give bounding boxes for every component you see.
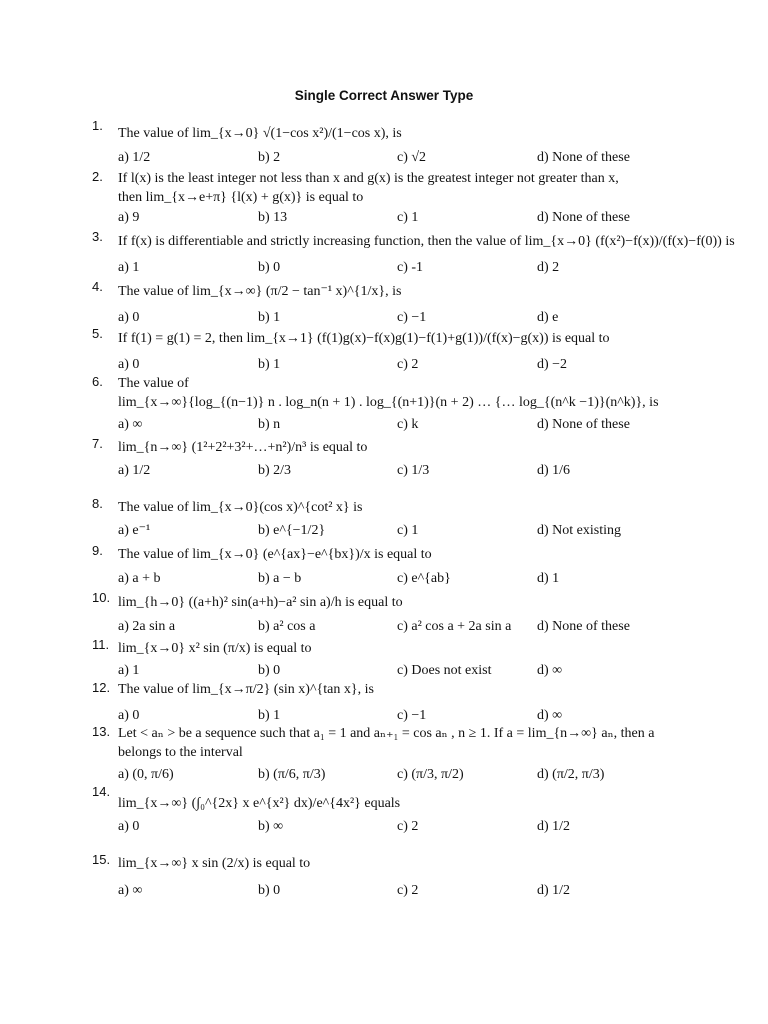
question-number: 14.: [92, 784, 111, 799]
option-a: a) 0: [118, 708, 140, 723]
option-a: a) 0: [118, 819, 140, 834]
question-stem-line: lim_{x→∞} (∫₀^{2x} x e^{x²} dx)/e^{4x²} equals: [118, 796, 401, 811]
option-b: b) 13: [258, 210, 288, 225]
question-number: 10.: [92, 590, 111, 605]
option-b: b) a² cos a: [258, 619, 316, 634]
page-title: Single Correct Answer Type: [294, 88, 474, 103]
question-number: 2.: [92, 169, 103, 184]
question-stem-line: If l(x) is the least integer not less than x and g(x) is the greatest integer not greater than x,: [118, 171, 619, 186]
option-d: d) 1/2: [537, 819, 571, 834]
question-number: 6.: [92, 374, 103, 389]
option-b: b) a − b: [258, 571, 302, 586]
question-number: 9.: [92, 543, 103, 558]
question-stem-line: The value of: [118, 376, 189, 391]
question-stem: [118, 438, 678, 457]
option-d: d) ∞: [537, 663, 563, 678]
option-c: c) 1: [397, 210, 419, 225]
question-number: 8.: [92, 496, 103, 511]
option-c: c) 2: [397, 883, 419, 898]
option-c: c) 1/3: [397, 463, 430, 478]
option-c: c) −1: [397, 310, 427, 325]
question-stem-line: lim_{x→∞} x sin (2/x) is equal to: [118, 856, 311, 871]
option-c: c) Does not exist: [397, 663, 492, 678]
option-a: a) 9: [118, 210, 140, 225]
question-stem-line: The value of lim_{x→0} (e^{ax}−e^{bx})/x is equal to: [118, 547, 432, 562]
question-stem: [118, 329, 678, 348]
question-number: 5.: [92, 326, 103, 341]
option-d: d) 1/6: [537, 463, 571, 478]
question-number: 3.: [92, 229, 103, 244]
option-c: c) −1: [397, 708, 427, 723]
option-a: a) 1: [118, 663, 140, 678]
question-stem-line: then lim_{x→e+π} {l(x) + g(x)} is equal to: [118, 190, 364, 205]
option-b: b) (π/6, π/3): [258, 767, 326, 782]
question-stem: [118, 680, 678, 699]
question-stem: [118, 639, 678, 658]
option-b: b) 2: [258, 150, 281, 165]
option-b: b) 2/3: [258, 463, 292, 478]
option-d: d) None of these: [537, 619, 630, 634]
option-c: c) 1: [397, 523, 419, 538]
option-a: a) e⁻¹: [118, 523, 151, 538]
question-number: 13.: [92, 724, 111, 739]
question-number: 12.: [92, 680, 111, 695]
question-number: 1.: [92, 118, 103, 133]
question-number: 7.: [92, 436, 103, 451]
option-a: a) 1/2: [118, 150, 151, 165]
question-number: 11.: [92, 637, 110, 652]
option-b: b) 1: [258, 310, 281, 325]
question-stem: [118, 593, 678, 612]
question-stem-line: The value of lim_{x→0} √(1−cos x²)/(1−cos x), is: [118, 126, 402, 141]
option-a: a) a + b: [118, 571, 161, 586]
option-a: a) 0: [118, 310, 140, 325]
option-b: b) 1: [258, 357, 281, 372]
option-d: d) (π/2, π/3): [537, 767, 605, 782]
option-d: d) Not existing: [537, 523, 621, 538]
option-d: d) ∞: [537, 708, 563, 723]
option-b: b) 1: [258, 708, 281, 723]
option-a: a) ∞: [118, 417, 143, 432]
question-stem-line: The value of lim_{x→0}(cos x)^{cot² x} is: [118, 500, 363, 515]
option-d: d) 2: [537, 260, 560, 275]
question-stem-line: Let < aₙ > be a sequence such that a₁ = 1 and aₙ₊₁ = cos aₙ , n ≥ 1. If a = lim_{n→∞} aₙ, then a: [118, 726, 655, 741]
option-c: c) √2: [397, 150, 427, 165]
question-stem-line: The value of lim_{x→π/2} (sin x)^{tan x}, is: [118, 682, 374, 697]
option-c: c) a² cos a + 2a sin a: [397, 619, 512, 634]
option-c: c) 2: [397, 819, 419, 834]
question-stem-line: lim_{h→0} ((a+h)² sin(a+h)−a² sin a)/h is equal to: [118, 595, 403, 610]
question-stem-line: The value of lim_{x→∞} (π/2 − tan⁻¹ x)^{1/x}, is: [118, 284, 402, 299]
question-number: 15.: [92, 852, 111, 867]
option-a: a) 1/2: [118, 463, 151, 478]
option-d: d) 1/2: [537, 883, 571, 898]
option-d: d) −2: [537, 357, 568, 372]
question-stem-line: lim_{n→∞} (1²+2²+3²+…+n²)/n³ is equal to: [118, 440, 368, 455]
question-stem: [118, 545, 678, 564]
option-c: c) e^{ab}: [397, 571, 451, 586]
question-stem: [118, 374, 678, 412]
option-a: a) (0, π/6): [118, 767, 174, 782]
question-stem: [118, 232, 735, 251]
question-stem: [118, 282, 678, 301]
option-a: a) 2a sin a: [118, 619, 176, 634]
option-d: d) e: [537, 310, 559, 325]
option-b: b) ∞: [258, 819, 284, 834]
question-stem-line: belongs to the interval: [118, 745, 243, 760]
question-stem: [118, 724, 678, 762]
question-stem: [118, 794, 678, 813]
option-a: a) 0: [118, 357, 140, 372]
option-b: b) n: [258, 417, 281, 432]
option-b: b) e^{−1/2}: [258, 523, 326, 538]
option-d: d) None of these: [537, 210, 630, 225]
option-c: c) (π/3, π/2): [397, 767, 464, 782]
option-b: b) 0: [258, 260, 281, 275]
question-stem: [118, 498, 678, 517]
question-stem-line: lim_{x→0} x² sin (π/x) is equal to: [118, 641, 312, 656]
question-stem-line: If f(x) is differentiable and strictly increasing function, then the value of lim_{x→0} (f(x²)−f(x))/(f(x)−f(0)) is: [118, 234, 735, 249]
option-c: c) -1: [397, 260, 424, 275]
question-number: 4.: [92, 279, 103, 294]
question-stem: [118, 169, 678, 207]
option-d: d) None of these: [537, 150, 630, 165]
question-stem: [118, 124, 678, 143]
option-a: a) 1: [118, 260, 140, 275]
option-b: b) 0: [258, 883, 281, 898]
option-b: b) 0: [258, 663, 281, 678]
option-d: d) 1: [537, 571, 560, 586]
option-d: d) None of these: [537, 417, 630, 432]
question-stem-line: If f(1) = g(1) = 2, then lim_{x→1} (f(1)g(x)−f(x)g(1)−f(1)+g(1))/(f(x)−g(x)) is equal to: [118, 331, 610, 346]
option-c: c) 2: [397, 357, 419, 372]
question-stem: [118, 854, 678, 873]
option-a: a) ∞: [118, 883, 143, 898]
question-stem-line: lim_{x→∞}{log_{(n−1)} n . log_n(n + 1) . log_{(n+1)}(n + 2) … {… log_{(n^k −1)}(n^k)}, is: [118, 395, 659, 410]
option-c: c) k: [397, 417, 419, 432]
